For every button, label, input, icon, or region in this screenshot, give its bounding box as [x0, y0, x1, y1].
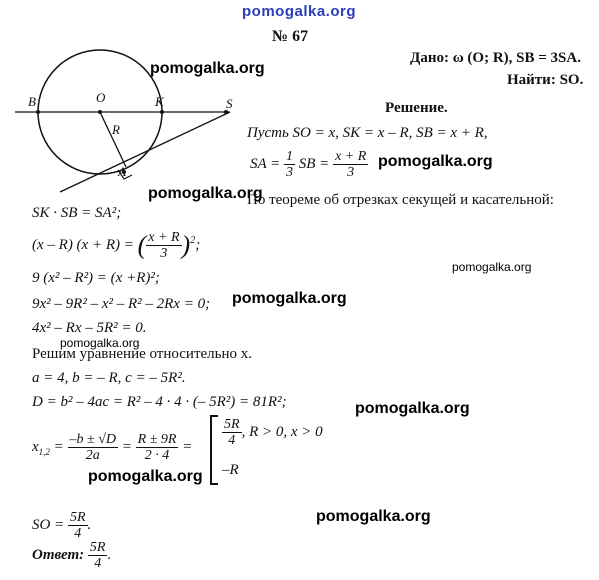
- label-k: K: [155, 94, 164, 109]
- line-discriminant: D = b² – 4ac = R² – 4 · 4 · (– 5R²) = 81R²;: [32, 394, 287, 410]
- label-a: A: [118, 164, 126, 179]
- line-so: SO = $\frac{5R}{4}$ .: [32, 510, 92, 541]
- watermark: pomogalka.org: [150, 60, 265, 77]
- line-coeffs: a = 4, b = – R, c = – 5R².: [32, 370, 186, 386]
- label-s: S: [226, 96, 233, 111]
- line-eq-1: 9 (x² – R²) = (x +R)²;: [32, 270, 160, 286]
- radius-oa: [100, 112, 126, 167]
- point-k: [160, 110, 164, 114]
- solution-header: Решение.: [385, 100, 448, 116]
- watermark: pomogalka.org: [148, 185, 263, 202]
- line-answer: Ответ: $\frac{5R}{4}$ .: [32, 540, 112, 571]
- given-text: Дано: ω (O; R), SB = 3SA.: [410, 50, 581, 66]
- watermark: pomogalka.org: [232, 290, 347, 307]
- problem-number: № 67: [272, 28, 309, 45]
- line-product: (x – R) (x + R) = ( $\frac{x + R}{3}$ )$^2$;: [32, 230, 201, 261]
- cases-bracket: [210, 415, 218, 485]
- watermark-top: pomogalka.org: [242, 3, 357, 20]
- line-let: Пусть SO = x, SK = x – R, SB = x + R,: [247, 125, 488, 141]
- line-roots: $x_{1,2}$ = $\frac{-b \pm √D}{2a}$ = $\frac{R \pm 9R}{2 \cdot 4}$ =: [32, 432, 193, 463]
- label-o: O: [96, 90, 106, 105]
- tangent-line: [60, 112, 230, 192]
- watermark: pomogalka.org: [452, 260, 532, 274]
- line-eq-3: 4x² – Rx – 5R² = 0.: [32, 320, 147, 336]
- root-negative: –R: [222, 462, 239, 478]
- root-positive: $\frac{5R}{4}$ , R > 0, x > 0: [224, 417, 323, 448]
- watermark: pomogalka.org: [355, 400, 470, 417]
- label-r: R: [112, 122, 120, 137]
- line-theorem: По теореме об отрезках секущей и касательной:: [247, 192, 554, 208]
- point-o: [98, 110, 102, 114]
- label-b: B: [28, 94, 36, 109]
- watermark: pomogalka.org: [88, 468, 203, 485]
- watermark: pomogalka.org: [60, 336, 140, 350]
- line-sk-sb: SK · SB = SA²;: [32, 205, 122, 221]
- line-sa: SA = $\frac{1}{3}$ SB = $\frac{x + R}{3}$: [250, 149, 367, 180]
- find-text: Найти: SO.: [507, 72, 584, 88]
- line-eq-2: 9x² – 9R² – x² – R² – 2Rx = 0;: [32, 296, 211, 312]
- point-b: [36, 110, 40, 114]
- line-solve: Решим уравнение относительно x.: [32, 346, 253, 362]
- watermark: pomogalka.org: [316, 508, 431, 525]
- watermark: pomogalka.org: [378, 153, 493, 170]
